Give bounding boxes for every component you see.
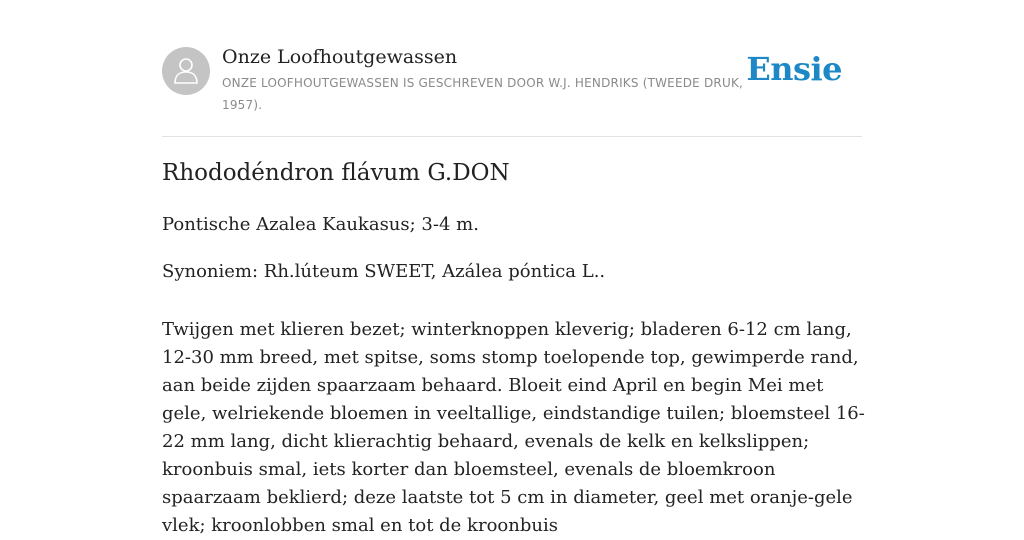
source-header (162, 0, 862, 137)
user-icon (162, 47, 210, 95)
entry-synonyms: Synoniem: Rh.lúteum SWEET, Azálea póntica L.. (162, 261, 606, 282)
entry-title: Rhododéndron flávum G.DON (162, 160, 510, 186)
page-content (162, 0, 865, 536)
brand-logo[interactable]: Ensie (746, 50, 842, 88)
entry-description: Twijgen met klieren bezet; winterknoppen kleverig; bladeren 6-12 cm lang, 12-30 mm breed, met spitse, soms stomp toelopende top, gewimperde rand, aan beide zijden spaarzaam behaard. Bloeit eind April en begin Mei met gele, welriekende bloemen in veeltallige, eindstandige tuilen; bloemsteel 16-22 mm lang, dicht klierachtig behaard, evenals de kelk en kelkslippen; kroonbuis smal, iets korter dan bloemsteel, evenals de bloemkroon spaarzaam beklierd; deze laatste tot 5 cm in diameter, geel met oranje-gele vlek; kroonlobben smal en tot de kroonbuis (162, 319, 865, 536)
source-description: ONZE LOOFHOUTGEWASSEN IS GESCHREVEN DOOR W.J. HENDRIKS (TWEEDE DRUK, 1957). (222, 76, 744, 112)
source-title[interactable]: Onze Loofhoutgewassen (222, 46, 458, 68)
entry-common-name: Pontische Azalea Kaukasus; 3-4 m. (162, 214, 479, 235)
